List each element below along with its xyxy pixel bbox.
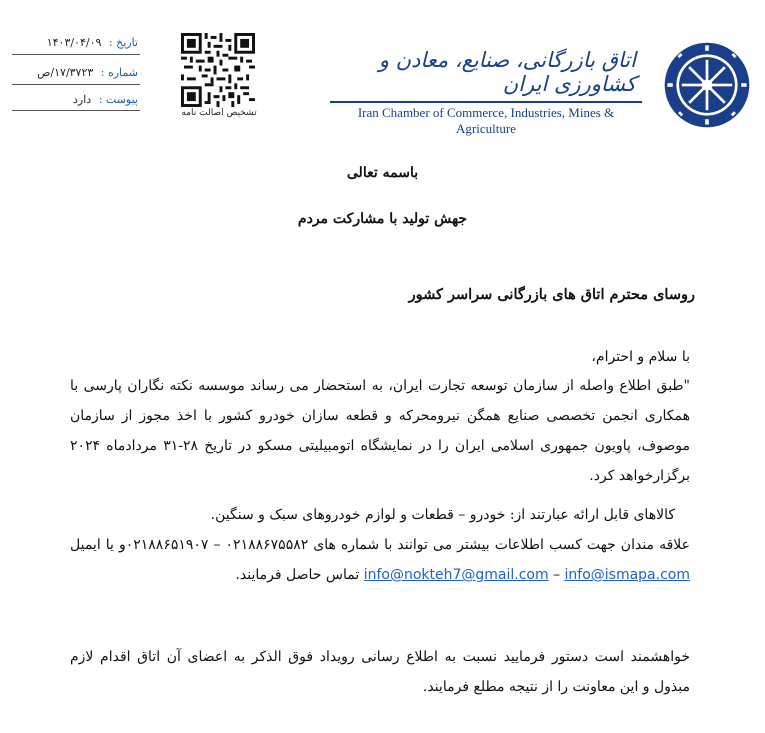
paragraph-4: خواهشمند است دستور فرمایید نسبت به اطلاع رسانی رویداد فوق الذکر به اعضای آن اتاق اقدام لازم مبذول و این معاونت را از نتیجه مطلع فرمایند. — [70, 649, 690, 695]
paragraph-3 — [70, 530, 690, 590]
org-name-en: Iran Chamber of Commerce, Industries, Mines & Agriculture — [357, 105, 615, 136]
attachment-field — [18, 93, 138, 106]
invocation: باسمه تعالی — [346, 165, 419, 181]
greeting: با سلام و احترام، — [591, 349, 690, 365]
paragraph-3-text: علاقه مندان جهت کسب اطلاعات بیشتر می توانند با شماره های ۰۲۱۸۸۶۷۵۵۸۲ – ۰۲۱۸۸۶۵۱۹۰۷و یا ایمیل — [70, 537, 690, 553]
paragraph-1: "طبق اطلاع واصله از سازمان توسعه تجارت ایران، به استحضار می رساند موسسه نکته نگاران پارسی با همکاری انجمن تخصصی صنایع همگن نیرومحرکه و قطعه سازان خودرو کشور با اخذ مجوز از سازمان موصوف، پاویون جمهوری اسلامی ایران را در نمایشگاه اتومبیلیتی مسکو در تاریخ ۲۸-۳۱ مردادماه ۲۰۲۴ برگزارخواهد کرد. — [70, 378, 690, 484]
attachment-label: پیوست : — [98, 93, 138, 106]
paragraph-3-tail: تماس حاصل فرمایند. — [235, 567, 360, 583]
header-divider — [330, 101, 642, 103]
date-value: ۱۴۰۳/۰۴/۰۹ — [46, 36, 102, 49]
qr-caption: تشخیص اصالت نامه — [181, 108, 257, 118]
number-value: ۱۷/۳۷۲۳/ص — [37, 66, 94, 79]
org-name-fa: اتاق بازرگانی، صنایع، معادن و کشاورزی ایران — [378, 48, 636, 96]
recipient: روسای محترم اتاق های بازرگانی سراسر کشور — [408, 286, 695, 303]
chamber-logo-icon — [662, 40, 752, 130]
email-separator: – — [553, 567, 561, 583]
slogan: جهش تولید با مشارکت مردم — [297, 211, 468, 227]
paragraph-2: کالاهای قابل ارائه عبارتند از: خودرو – قطعات و لوازم خودروهای سبک و سنگین. — [210, 507, 675, 523]
date-label: تاریخ : — [108, 36, 138, 49]
number-label: شماره : — [100, 66, 138, 79]
number-field — [18, 66, 138, 79]
qr-code-icon[interactable] — [181, 33, 255, 107]
email-link-ismapa[interactable]: info@ismapa.com — [564, 567, 690, 583]
date-field — [18, 36, 138, 49]
email-link-nokteh[interactable]: info@nokteh7@gmail.com — [363, 567, 549, 583]
attachment-value: دارد — [73, 93, 92, 106]
